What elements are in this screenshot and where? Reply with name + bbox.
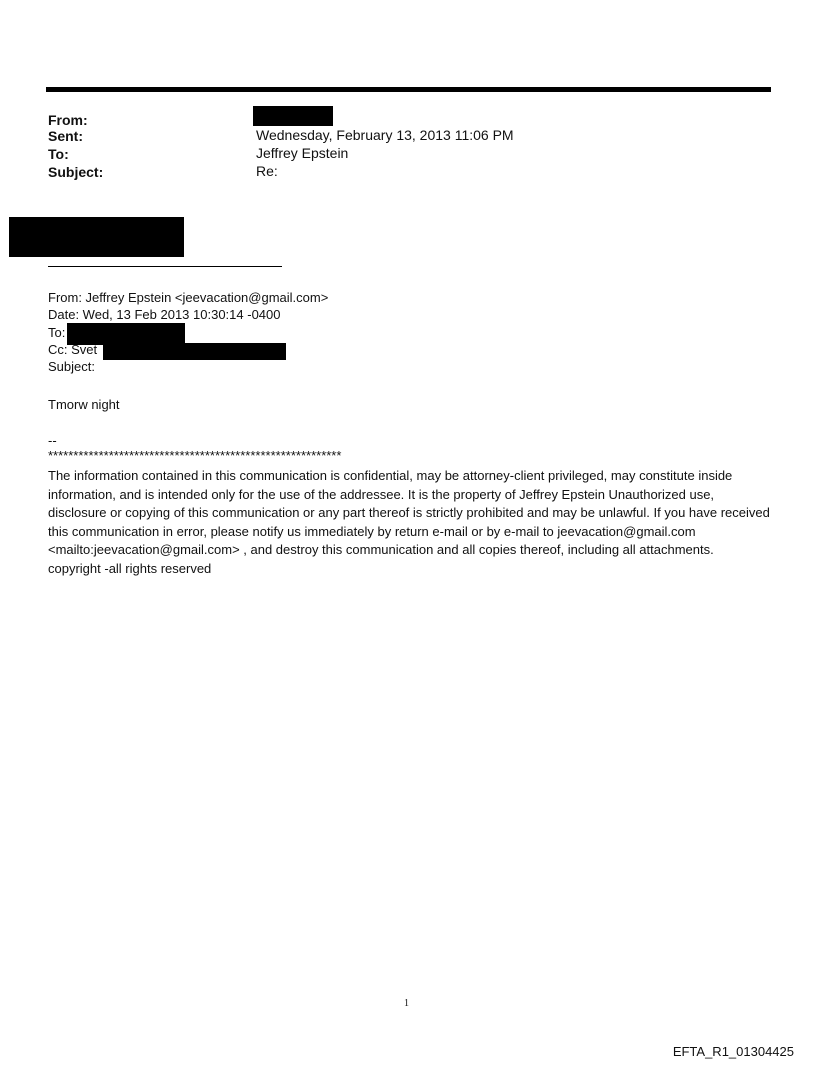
quoted-date-line: Date: Wed, 13 Feb 2013 10:30:14 -0400 <box>48 307 281 322</box>
redacted-reply-body <box>9 217 184 257</box>
page-number: 1 <box>404 998 409 1009</box>
sent-label: Sent: <box>48 128 83 144</box>
redacted-quoted-cc <box>103 343 286 360</box>
message-body: Tmorw night <box>48 397 120 412</box>
to-label: To: <box>48 146 69 162</box>
quoted-to-label: To: <box>48 325 66 340</box>
subject-label: Subject: <box>48 164 104 180</box>
document-id: EFTA_R1_01304425 <box>672 1044 794 1059</box>
confidentiality-disclaimer: The information contained in this communication is confidential, may be attorney-client privileged, may constitute inside information, and is intended only for the use of the addressee. It is the property of Jeffrey Epstein Unauthorized use, disclosure or copying of this communication or any part thereof is strictly prohibited and may be unlawful. If you have received this communication in error, please notify us immediately by return e-mail or by e-mail to jeevacation@gmail.com <mailto:jeevacation@gmail.com> , and destroy this communication and all copies thereof, including all attachments. copyright -all rights reserved <box>48 468 770 576</box>
signature-stars: ********************************************************** <box>48 448 342 463</box>
to-value: Jeffrey Epstein <box>256 145 349 161</box>
redacted-from <box>253 106 333 126</box>
quoted-from-line: From: Jeffrey Epstein <jeevacation@gmail.com> <box>48 290 329 305</box>
signature-dashes: -- <box>48 433 57 448</box>
quoted-cc-line: Cc: Svet <box>48 342 98 357</box>
subject-value: Re: <box>256 163 278 179</box>
from-label: From: <box>48 112 88 128</box>
quoted-subject-label: Subject: <box>48 359 95 374</box>
quote-separator <box>48 266 282 267</box>
sent-value: Wednesday, February 13, 2013 11:06 PM <box>256 127 514 143</box>
header-rule <box>46 87 771 92</box>
